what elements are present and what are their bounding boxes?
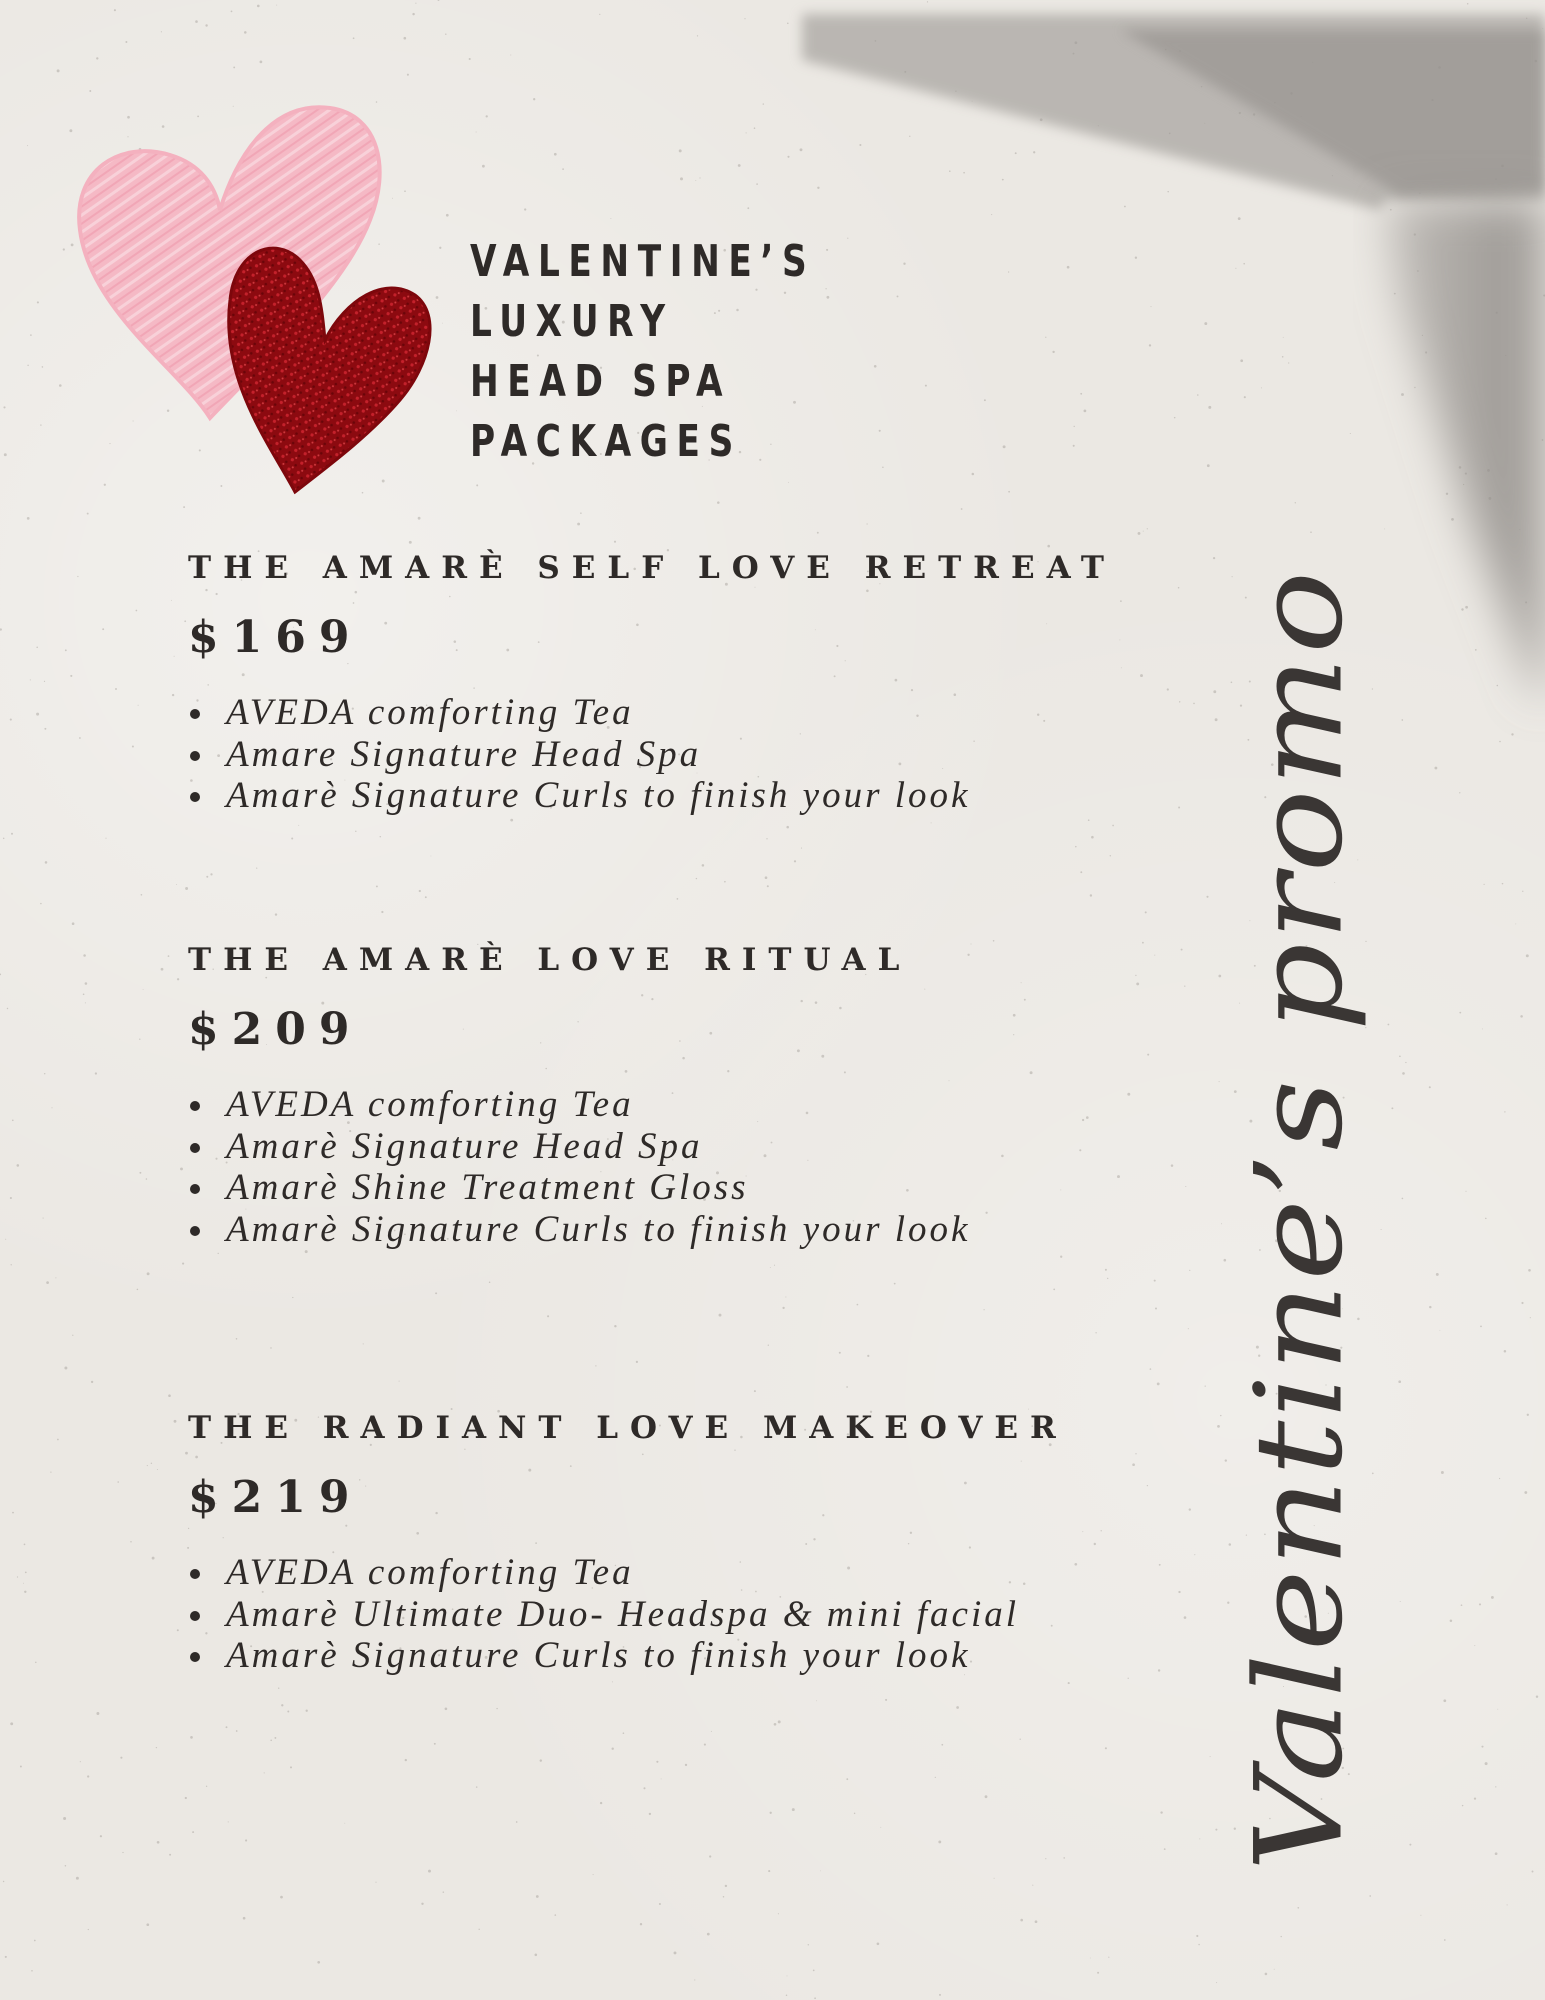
package-price: $169 bbox=[188, 612, 363, 663]
page-title bbox=[470, 232, 938, 472]
list-item: Amarè Shine Treatment Gloss bbox=[188, 1167, 1188, 1209]
package-items bbox=[188, 692, 1188, 817]
list-item: AVEDA comforting Tea bbox=[188, 1084, 1188, 1126]
list-item: AVEDA comforting Tea bbox=[188, 1552, 1188, 1594]
title-line-2: HEAD SPA PACKAGES bbox=[470, 356, 742, 467]
script-promo-text: Valentine’s promo bbox=[1230, 568, 1370, 1872]
package-love-ritual bbox=[188, 940, 1188, 1250]
list-item: Amarè Ultimate Duo- Headspa & mini facial bbox=[188, 1594, 1188, 1636]
list-item: Amarè Signature Curls to finish your look bbox=[188, 1209, 1188, 1251]
title-line-1: VALENTINE’S LUXURY bbox=[470, 236, 816, 347]
script-promo-block bbox=[1150, 530, 1450, 1910]
package-price: $219 bbox=[188, 1472, 363, 1523]
package-name: THE RADIANT LOVE MAKEOVER bbox=[188, 1410, 1068, 1446]
list-item: Amarè Signature Head Spa bbox=[188, 1126, 1188, 1168]
list-item: Amare Signature Head Spa bbox=[188, 734, 1188, 776]
package-name: THE AMARÈ SELF LOVE RETREAT bbox=[188, 550, 1117, 586]
package-self-love-retreat bbox=[188, 548, 1188, 817]
list-item: Amarè Signature Curls to finish your look bbox=[188, 1635, 1188, 1677]
list-item: Amarè Signature Curls to finish your look bbox=[188, 775, 1188, 817]
package-price: $209 bbox=[188, 1004, 363, 1055]
list-item: AVEDA comforting Tea bbox=[188, 692, 1188, 734]
package-items bbox=[188, 1084, 1188, 1250]
package-items bbox=[188, 1552, 1188, 1677]
package-radiant-love-makeover bbox=[188, 1408, 1188, 1677]
hearts-illustration bbox=[70, 100, 470, 510]
package-name: THE AMARÈ LOVE RITUAL bbox=[188, 942, 912, 978]
